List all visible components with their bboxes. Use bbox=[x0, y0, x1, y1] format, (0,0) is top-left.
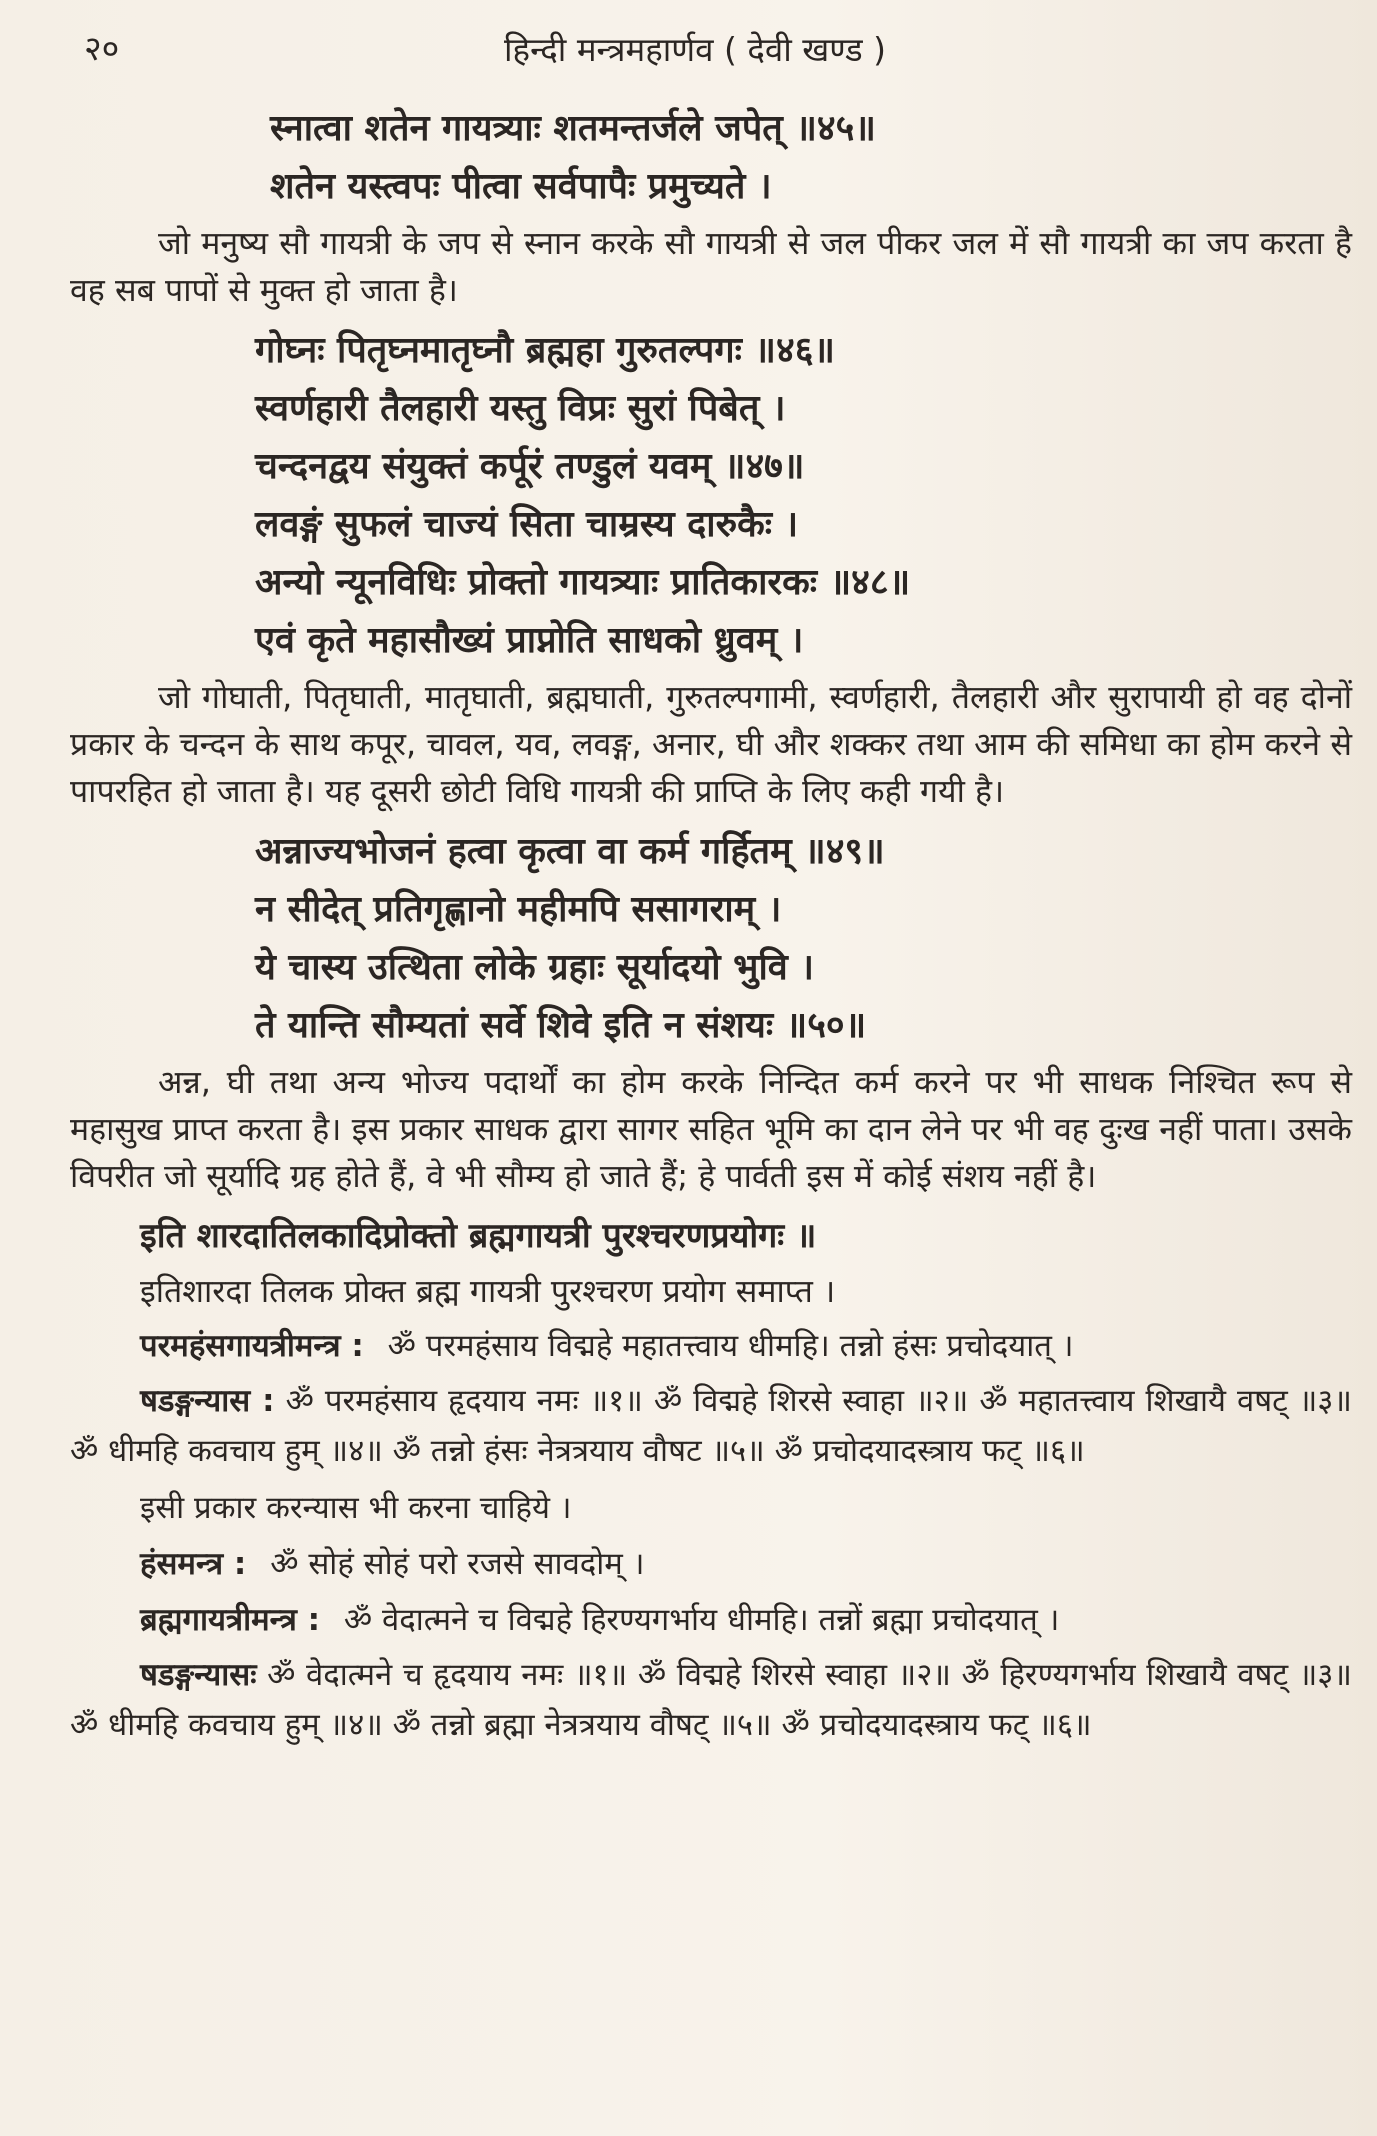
karanyasa-note: इसी प्रकार करन्यास भी करना चाहिये । bbox=[140, 1490, 572, 1526]
translation-paragraph: अन्न, घी तथा अन्य भोज्य पदार्थों का होम करके निन्दित कर्म करने पर भी साधक निश्चित रूप से महासुख प्राप्त करता है। इस प्रकार साधक द्वारा सागर सहित भूमि का दान लेने पर भी वह दुःख नहीं पाता। उसके विपरीत जो सूर्यादि ग्रह होते हैं, वे भी सौम्य हो जाते हैं; हे पार्वती इस में कोई संशय नहीं है। bbox=[70, 1063, 1352, 1195]
verse-line: लवङ्गं सुफलं चाज्यं सिता चाम्रस्य दारुकैः । bbox=[255, 504, 799, 545]
mantra-label: ब्रह्मगायत्रीमन्त्र : bbox=[140, 1602, 321, 1638]
nyasa-label: षडङ्गन्यासः bbox=[140, 1657, 257, 1693]
page-number: २० bbox=[84, 29, 120, 69]
verse-line: शतेन यस्त्वपः पीत्वा सर्वपापैः प्रमुच्यते । bbox=[270, 166, 772, 207]
brahma-gayatri-mantra bbox=[140, 1592, 1352, 1648]
verse-block-45 bbox=[70, 100, 1352, 216]
verse-line: चन्दनद्वय संयुक्तं कर्पूरं तण्डुलं यवम् ॥४७॥ bbox=[255, 446, 805, 487]
verse-line: अन्यो न्यूनविधिः प्रोक्तो गायत्र्याः प्रातिकारकः ॥४८॥ bbox=[255, 562, 911, 603]
verse-line: अन्नाज्यभोजनं हत्वा कृत्वा वा कर्म गर्हितम् ॥४९॥ bbox=[255, 831, 885, 872]
verse-line: ये चास्य उत्थिता लोके ग्रहाः सूर्यादयो भुवि । bbox=[255, 947, 814, 988]
verse-line: ते यान्ति सौम्यतां सर्वे शिवे इति न संशयः ॥५०॥ bbox=[255, 1005, 867, 1046]
nyasa-label: षडङ्गन्यास : bbox=[140, 1383, 275, 1419]
paramahamsa-shadanga-nyasa bbox=[70, 1376, 1352, 1476]
translation-paragraph: जो गोघाती, पितृघाती, मातृघाती, ब्रह्मघाती, गुरुतल्पगामी, स्वर्णहारी, तैलहारी और सुरापायी हो वह दोनों प्रकार के चन्दन के साथ कपूर, चावल, यव, लवङ्ग, अनार, घी और शक्कर तथा आम की समिधा का होम करने से पापरहित हो जाता है। यह दूसरी छोटी विधि गायत्री की प्राप्ति के लिए कही गयी है। bbox=[70, 678, 1352, 810]
verse-line: एवं कृते महासौख्यं प्राप्नोति साधको ध्रुवम् । bbox=[255, 620, 804, 661]
mantra-label: परमहंसगायत्रीमन्त्र : bbox=[140, 1328, 364, 1364]
nyasa-text: ॐ परमहंसाय हृदयाय नमः ॥१॥ ॐ विद्महे शिरसे स्वाहा ॥२॥ ॐ महातत्त्वाय शिखायै वषट् ॥३॥ ॐ धीमहि कवचाय हुम् ॥४॥ ॐ तन्नो हंसः नेत्रत्रयाय वौषट ॥५॥ ॐ प्रचोदयादस्त्राय फट् ॥६॥ bbox=[70, 1383, 1352, 1469]
mantra-label: हंसमन्त्र : bbox=[140, 1546, 247, 1582]
verse-line: स्वर्णहारी तैलहारी यस्तु विप्रः सुरां पिबेत् । bbox=[255, 388, 786, 429]
page-content bbox=[70, 100, 1352, 1754]
mantra-text: ॐ वेदात्मने च विद्महे हिरण्यगर्भाय धीमहि। तन्नों ब्रह्मा प्रचोदयात् । bbox=[343, 1602, 1060, 1638]
mantra-text: ॐ सोहं सोहं परो रजसे सावदोम् । bbox=[270, 1546, 645, 1582]
verse-block-49-50 bbox=[70, 823, 1352, 1055]
verse-line: न सीदेत् प्रतिगृह्णानो महीमपि ससागराम् । bbox=[255, 889, 782, 930]
nyasa-text: ॐ वेदात्मने च हृदयाय नमः ॥१॥ ॐ विद्महे शिरसे स्वाहा ॥२॥ ॐ हिरण्यगर्भाय शिखायै वषट् ॥३॥ ॐ धीमहि कवचाय हुम् ॥४॥ ॐ तन्नो ब्रह्मा नेत्रत्रयाय वौषट् ॥५॥ ॐ प्रचोदयादस्त्राय फट् ॥६॥ bbox=[70, 1657, 1352, 1743]
colophon-hindi: इतिशारदा तिलक प्रोक्त ब्रह्म गायत्री पुरश्चरण प्रयोग समाप्त । bbox=[140, 1272, 836, 1310]
page-header bbox=[84, 24, 1324, 84]
brahma-shadanga-nyasa bbox=[70, 1650, 1352, 1750]
verse-line: स्नात्वा शतेन गायत्र्याः शतमन्तर्जले जपेत् ॥४५॥ bbox=[270, 108, 876, 149]
running-title: हिन्दी मन्त्रमहार्णव ( देवी खण्ड ) bbox=[504, 30, 886, 69]
translation-paragraph: जो मनुष्य सौ गायत्री के जप से स्नान करके सौ गायत्री से जल पीकर जल में सौ गायत्री का जप करता है वह सब पापों से मुक्त हो जाता है। bbox=[70, 224, 1352, 309]
mantra-text: ॐ परमहंसाय विद्महे महातत्त्वाय धीमहि। तन्नो हंसः प्रचोदयात् । bbox=[387, 1328, 1074, 1364]
paramahamsa-gayatri-mantra bbox=[140, 1318, 1352, 1374]
verse-block-46-48 bbox=[70, 322, 1352, 670]
verse-line: गोघ्नः पितृघ्नमातृघ्नौ ब्रह्महा गुरुतल्पगः ॥४६॥ bbox=[255, 330, 835, 371]
colophon-sanskrit: इति शारदातिलकादिप्रोक्तो ब्रह्मगायत्री पुरश्चरणप्रयोगः ॥ bbox=[140, 1216, 817, 1256]
hamsa-mantra bbox=[140, 1536, 1352, 1592]
